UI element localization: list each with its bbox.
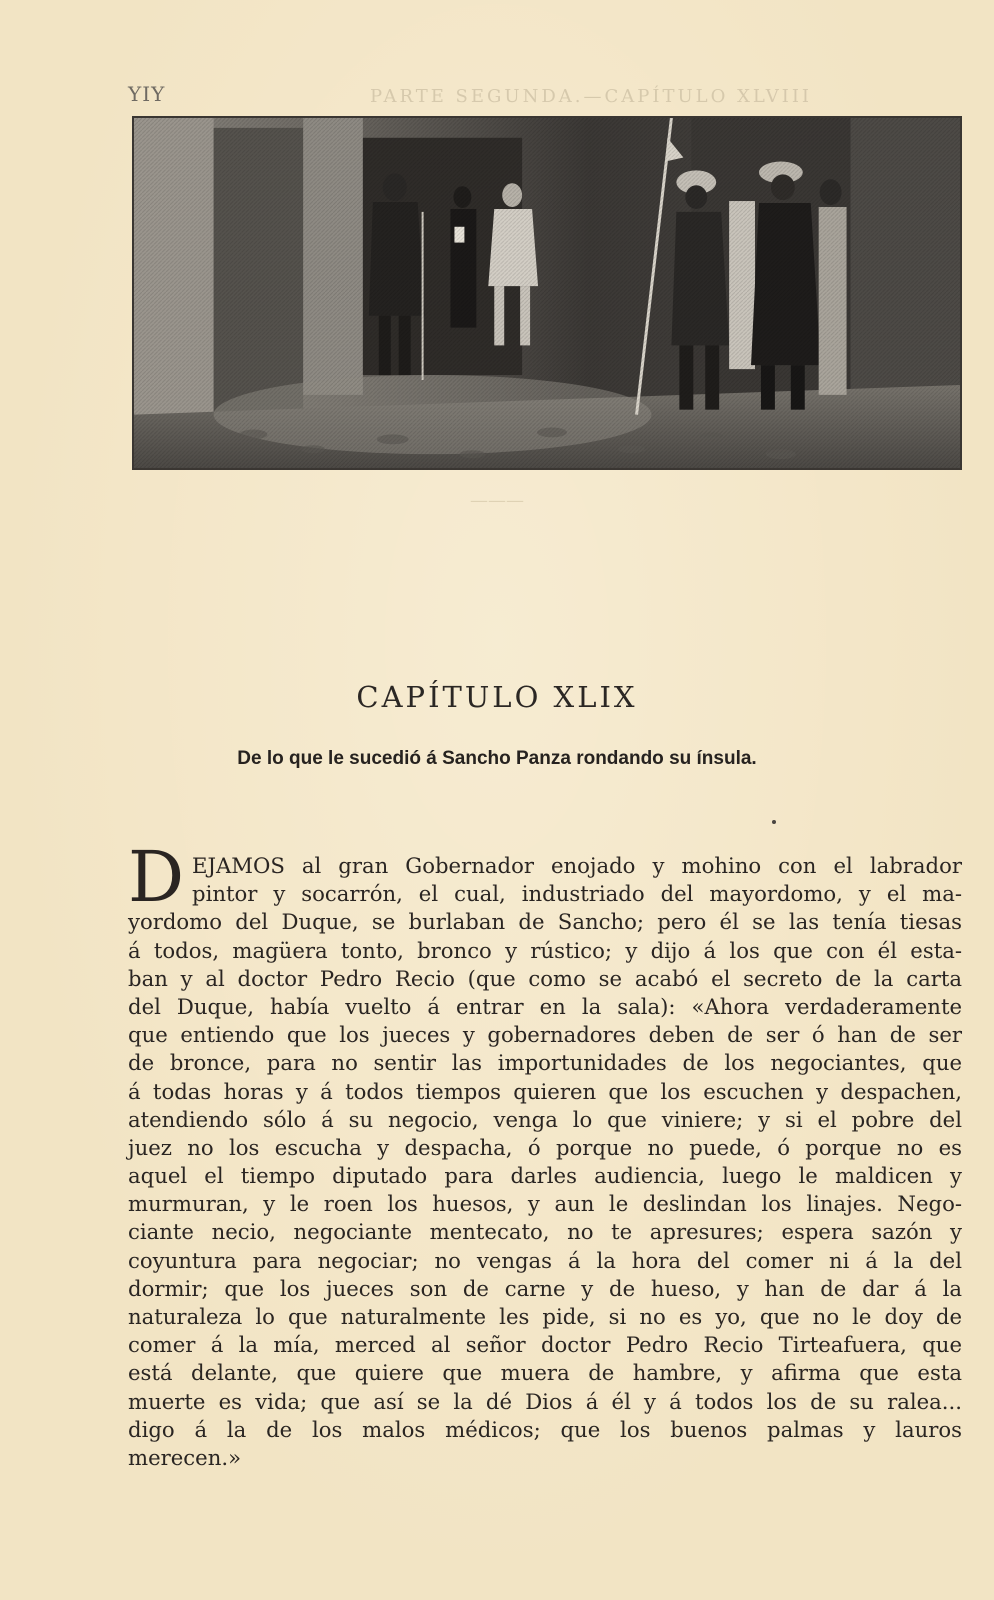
text-line: de bronce, para no sentir las importunidades de los negociantes, que — [128, 1050, 962, 1076]
text-line: ban y al doctor Pedro Recio (que como se acabó el secreto de la carta — [128, 965, 962, 991]
text-line: EJAMOS al gran Gobernador enojado y mohino con el labrador — [192, 853, 962, 878]
text-line: que entiendo que los jueces y gobernadores deben de ser ó han de ser — [128, 1022, 962, 1048]
drop-cap: D — [128, 836, 185, 918]
text-line: coyuntura para negociar; no vengas á la hora del comer ni á la del — [128, 1247, 962, 1273]
page-number: ΥΙΥ — [128, 82, 166, 106]
print-speck — [772, 820, 776, 824]
chapter-title: CAPÍTULO XLIX — [356, 680, 638, 714]
text-line: atendiendo sólo á su negocio, venga lo que viniere; y si el pobre del — [128, 1106, 962, 1132]
text-line: aquel el tiempo diputado para darles audiencia, luego le maldicen y — [128, 1163, 962, 1189]
text-line: merecen.» — [128, 1444, 242, 1470]
text-line: naturaleza lo que naturalmente les pide, si no es yo, que no le doy de — [128, 1304, 962, 1329]
chapter-body-text — [128, 852, 962, 1472]
chapter-illustration — [132, 116, 962, 470]
text-line: está delante, que quiere que muera de hambre, y afirma que esta — [128, 1360, 962, 1386]
text-line: muerte es vida; que así se la dé Dios á él y á todos los de su ralea... — [128, 1388, 962, 1414]
text-line: dormir; que los jueces son de carne y de hueso, y han de dar á la — [128, 1275, 962, 1301]
chapter-subtitle: De lo que le sucedió á Sancho Panza rondando su ínsula. — [237, 748, 757, 769]
text-line: murmuran, y le roen los huesos, y aun le deslindan los linajes. Nego- — [128, 1191, 962, 1217]
text-line: juez no los escucha y despacha, ó porque no puede, ó porque no es — [128, 1134, 962, 1160]
text-line: ciante necio, negociante mentecato, no te apresures; espera sazón y — [128, 1219, 962, 1245]
text-line: del Duque, había vuelto á entrar en la sala): «Ahora verdaderamente — [128, 993, 962, 1019]
text-line: yordomo del Duque, se burlaban de Sancho; pero él se las tenía tiesas — [128, 909, 962, 935]
text-line: digo á la de los malos médicos; que los buenos palmas y lauros — [128, 1416, 962, 1442]
engraving-night-street-scene-icon — [134, 118, 960, 468]
show-through-text: ——— — [470, 490, 524, 511]
text-line: á todas horas y á todos tiempos quieren que los escuchen y despachen, — [128, 1078, 962, 1104]
text-line: comer á la mía, merced al señor doctor Pedro Recio Tirteafuera, que — [128, 1332, 962, 1358]
running-head: PARTE SEGUNDA.—CAPÍTULO XLVIII — [370, 86, 813, 107]
text-line: á todos, magüera tonto, bronco y rústico; y dijo á los que con él esta- — [128, 937, 962, 963]
text-line: pintor y socarrón, el cual, industriado del mayordomo, y el ma- — [192, 881, 962, 907]
